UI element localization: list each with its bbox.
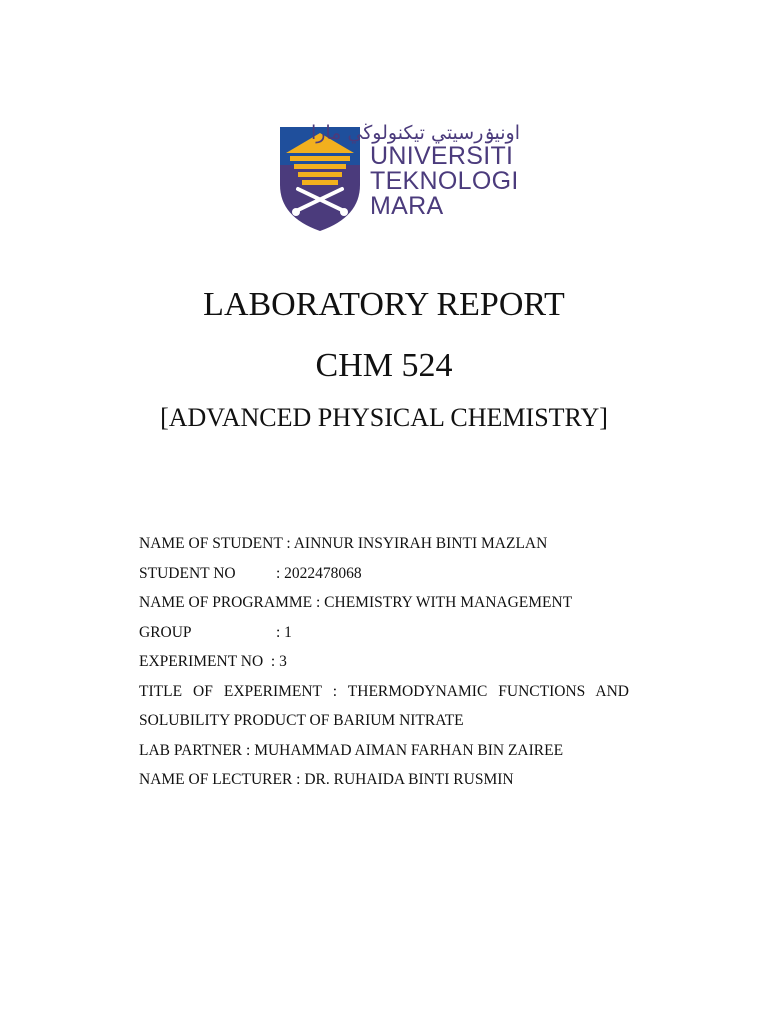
group-row bbox=[139, 618, 639, 648]
university-name bbox=[310, 122, 520, 220]
student-no-row bbox=[139, 559, 639, 589]
course-name: [ADVANCED PHYSICAL CHEMISTRY] bbox=[160, 403, 608, 432]
lecturer-row: NAME OF LECTURER : DR. RUHAIDA BINTI RUSMIN bbox=[139, 771, 514, 788]
student-no-value: : 2022478068 bbox=[276, 564, 362, 582]
lab-partner-row: LAB PARTNER : MUHAMMAD AIMAN FARHAN BIN ZAIREE bbox=[139, 741, 564, 759]
university-name-jawi: اونيۏرسيتي تيكنولوڬي مارا bbox=[310, 122, 520, 144]
experiment-title-row-2: SOLUBILITY PRODUCT OF BARIUM NITRATE bbox=[139, 712, 464, 729]
university-name-line1: UNIVERSITI bbox=[370, 142, 514, 170]
university-logo bbox=[278, 120, 518, 230]
course-code: CHM 524 bbox=[315, 347, 453, 384]
university-name-line3: MARA bbox=[370, 192, 444, 220]
group-label: GROUP bbox=[139, 623, 192, 641]
student-name-row: NAME OF STUDENT : AINNUR INSYIRAH BINTI MAZLAN bbox=[139, 535, 548, 552]
experiment-no-row: EXPERIMENT NO : 3 bbox=[139, 653, 287, 670]
group-value: : 1 bbox=[276, 623, 292, 641]
report-title: LABORATORY REPORT bbox=[203, 286, 565, 323]
university-name-line2: TEKNOLOGI bbox=[370, 167, 519, 195]
student-no-label: STUDENT NO bbox=[139, 564, 236, 582]
programme-row: NAME OF PROGRAMME : CHEMISTRY WITH MANAGEMENT bbox=[139, 594, 573, 611]
experiment-title-line1: TITLE OF EXPERIMENT : THERMODYNAMIC FUNCTIONS AND bbox=[139, 682, 629, 700]
experiment-title-row-1 bbox=[139, 677, 639, 707]
student-details bbox=[139, 529, 639, 795]
